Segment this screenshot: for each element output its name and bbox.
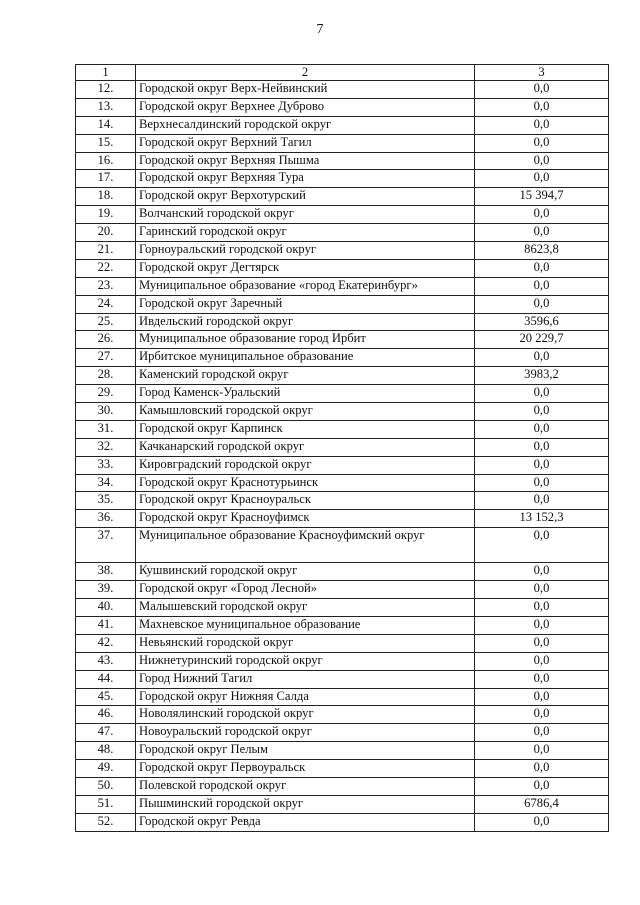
table-row [76, 599, 609, 617]
table-row [76, 134, 609, 152]
row-number-cell: 46. [76, 706, 136, 724]
municipality-name-cell: Качканарский городской округ [136, 438, 475, 456]
row-number-cell: 25. [76, 313, 136, 331]
value-cell: 15 394,7 [475, 188, 609, 206]
row-number-cell: 32. [76, 438, 136, 456]
row-number-cell: 15. [76, 134, 136, 152]
table-row [76, 563, 609, 581]
municipality-name-cell: Городской округ Первоуральск [136, 760, 475, 778]
value-cell: 0,0 [475, 634, 609, 652]
table-row [76, 813, 609, 831]
municipality-name-cell: Городской округ Красноуфимск [136, 510, 475, 528]
row-number-cell: 37. [76, 528, 136, 563]
value-cell: 0,0 [475, 206, 609, 224]
municipality-name-cell: Ирбитское муниципальное образование [136, 349, 475, 367]
row-number-cell: 45. [76, 688, 136, 706]
row-number-cell: 29. [76, 385, 136, 403]
value-cell: 0,0 [475, 420, 609, 438]
row-number-cell: 12. [76, 81, 136, 99]
municipality-name-cell: Городской округ «Город Лесной» [136, 581, 475, 599]
table-row [76, 331, 609, 349]
value-cell: 0,0 [475, 224, 609, 242]
value-cell: 0,0 [475, 688, 609, 706]
row-number-cell: 26. [76, 331, 136, 349]
municipality-name-cell: Городской округ Красноуральск [136, 492, 475, 510]
table-row [76, 295, 609, 313]
row-number-cell: 36. [76, 510, 136, 528]
row-number-cell: 22. [76, 259, 136, 277]
table-row [76, 152, 609, 170]
row-number-cell: 33. [76, 456, 136, 474]
row-number-cell: 30. [76, 403, 136, 421]
municipality-name-cell: Город Нижний Тагил [136, 670, 475, 688]
table-row [76, 116, 609, 134]
table-row [76, 420, 609, 438]
municipality-name-cell: Городской округ Верхний Тагил [136, 134, 475, 152]
row-number-cell: 38. [76, 563, 136, 581]
value-cell: 0,0 [475, 152, 609, 170]
value-cell: 0,0 [475, 652, 609, 670]
municipality-name-cell: Городской округ Пелым [136, 742, 475, 760]
row-number-cell: 13. [76, 98, 136, 116]
value-cell: 3983,2 [475, 367, 609, 385]
value-cell: 0,0 [475, 742, 609, 760]
table-row [76, 259, 609, 277]
table-row [76, 403, 609, 421]
table-header-row [76, 65, 609, 81]
municipality-name-cell: Пышминский городской округ [136, 795, 475, 813]
value-cell: 8623,8 [475, 242, 609, 260]
value-cell: 13 152,3 [475, 510, 609, 528]
table-row [76, 670, 609, 688]
row-number-cell: 39. [76, 581, 136, 599]
column-header-number: 1 [76, 65, 136, 81]
table-row [76, 224, 609, 242]
municipality-name-cell: Кировградский городской округ [136, 456, 475, 474]
table-row [76, 528, 609, 563]
value-cell: 0,0 [475, 385, 609, 403]
value-cell: 0,0 [475, 670, 609, 688]
data-table [75, 64, 609, 832]
municipality-name-cell: Новоуральский городской округ [136, 724, 475, 742]
row-number-cell: 21. [76, 242, 136, 260]
table-row [76, 581, 609, 599]
municipality-name-cell: Горноуральский городской округ [136, 242, 475, 260]
value-cell: 0,0 [475, 599, 609, 617]
row-number-cell: 19. [76, 206, 136, 224]
value-cell: 0,0 [475, 349, 609, 367]
value-cell: 0,0 [475, 277, 609, 295]
municipality-name-cell: Новолялинский городской округ [136, 706, 475, 724]
row-number-cell: 27. [76, 349, 136, 367]
table-row [76, 277, 609, 295]
table-row [76, 170, 609, 188]
value-cell: 0,0 [475, 706, 609, 724]
value-cell: 0,0 [475, 438, 609, 456]
row-number-cell: 34. [76, 474, 136, 492]
table-row [76, 474, 609, 492]
value-cell: 0,0 [475, 724, 609, 742]
row-number-cell: 28. [76, 367, 136, 385]
table-row [76, 742, 609, 760]
table-row [76, 492, 609, 510]
value-cell: 0,0 [475, 456, 609, 474]
value-cell: 0,0 [475, 616, 609, 634]
column-header-value: 3 [475, 65, 609, 81]
value-cell: 0,0 [475, 777, 609, 795]
value-cell: 0,0 [475, 134, 609, 152]
municipality-name-cell: Городской округ Верхнее Дуброво [136, 98, 475, 116]
row-number-cell: 51. [76, 795, 136, 813]
municipality-name-cell: Верхнесалдинский городской округ [136, 116, 475, 134]
page-number: 7 [316, 22, 324, 37]
table-row [76, 616, 609, 634]
municipality-name-cell: Город Каменск-Уральский [136, 385, 475, 403]
municipality-name-cell: Городской округ Верх-Нейвинский [136, 81, 475, 99]
row-number-cell: 44. [76, 670, 136, 688]
municipality-name-cell: Полевской городской округ [136, 777, 475, 795]
row-number-cell: 49. [76, 760, 136, 778]
row-number-cell: 42. [76, 634, 136, 652]
row-number-cell: 18. [76, 188, 136, 206]
value-cell: 0,0 [475, 528, 609, 563]
municipality-name-cell: Городской округ Верхняя Пышма [136, 152, 475, 170]
municipality-name-cell: Махневское муниципальное образование [136, 616, 475, 634]
municipality-name-cell: Муниципальное образование «город Екатеринбург» [136, 277, 475, 295]
table-row [76, 706, 609, 724]
value-cell: 0,0 [475, 581, 609, 599]
value-cell: 20 229,7 [475, 331, 609, 349]
row-number-cell: 47. [76, 724, 136, 742]
table-row [76, 367, 609, 385]
row-number-cell: 43. [76, 652, 136, 670]
municipality-name-cell: Муниципальное образование город Ирбит [136, 331, 475, 349]
municipality-name-cell: Ивдельский городской округ [136, 313, 475, 331]
municipality-name-cell: Городской округ Заречный [136, 295, 475, 313]
row-number-cell: 31. [76, 420, 136, 438]
table-row [76, 313, 609, 331]
table-row [76, 777, 609, 795]
municipality-name-cell: Городской округ Ревда [136, 813, 475, 831]
value-cell: 6786,4 [475, 795, 609, 813]
municipality-name-cell: Невьянский городской округ [136, 634, 475, 652]
value-cell: 0,0 [475, 474, 609, 492]
row-number-cell: 24. [76, 295, 136, 313]
value-cell: 0,0 [475, 98, 609, 116]
municipality-name-cell: Нижнетуринский городской округ [136, 652, 475, 670]
municipality-name-cell: Малышевский городской округ [136, 599, 475, 617]
value-cell: 0,0 [475, 116, 609, 134]
value-cell: 0,0 [475, 813, 609, 831]
row-number-cell: 50. [76, 777, 136, 795]
table-row [76, 385, 609, 403]
value-cell: 0,0 [475, 760, 609, 778]
municipality-name-cell: Кушвинский городской округ [136, 563, 475, 581]
table-row [76, 652, 609, 670]
municipality-name-cell: Гаринский городской округ [136, 224, 475, 242]
column-header-name: 2 [136, 65, 475, 81]
table-row [76, 688, 609, 706]
municipality-name-cell: Городской округ Верхняя Тура [136, 170, 475, 188]
row-number-cell: 40. [76, 599, 136, 617]
table-row [76, 456, 609, 474]
table-row [76, 206, 609, 224]
table-row [76, 98, 609, 116]
value-cell: 0,0 [475, 492, 609, 510]
row-number-cell: 48. [76, 742, 136, 760]
table-body [76, 81, 609, 832]
table-row [76, 349, 609, 367]
row-number-cell: 35. [76, 492, 136, 510]
table-row [76, 438, 609, 456]
municipality-name-cell: Городской округ Карпинск [136, 420, 475, 438]
value-cell: 0,0 [475, 170, 609, 188]
value-cell: 0,0 [475, 259, 609, 277]
table-row [76, 795, 609, 813]
table-row [76, 81, 609, 99]
row-number-cell: 17. [76, 170, 136, 188]
municipality-name-cell: Волчанский городской округ [136, 206, 475, 224]
table-row [76, 510, 609, 528]
table-row [76, 188, 609, 206]
value-cell: 0,0 [475, 81, 609, 99]
row-number-cell: 16. [76, 152, 136, 170]
municipality-name-cell: Муниципальное образование Красноуфимский округ [136, 528, 475, 563]
table-row [76, 242, 609, 260]
value-cell: 0,0 [475, 403, 609, 421]
municipality-name-cell: Городской округ Верхотурский [136, 188, 475, 206]
row-number-cell: 23. [76, 277, 136, 295]
row-number-cell: 14. [76, 116, 136, 134]
municipality-name-cell: Городской округ Нижняя Салда [136, 688, 475, 706]
table-row [76, 634, 609, 652]
municipality-name-cell: Камышловский городской округ [136, 403, 475, 421]
municipality-name-cell: Каменский городской округ [136, 367, 475, 385]
municipality-name-cell: Городской округ Краснотурьинск [136, 474, 475, 492]
row-number-cell: 41. [76, 616, 136, 634]
value-cell: 0,0 [475, 563, 609, 581]
row-number-cell: 52. [76, 813, 136, 831]
value-cell: 3596,6 [475, 313, 609, 331]
table-row [76, 724, 609, 742]
row-number-cell: 20. [76, 224, 136, 242]
municipality-name-cell: Городской округ Дегтярск [136, 259, 475, 277]
value-cell: 0,0 [475, 295, 609, 313]
table-row [76, 760, 609, 778]
